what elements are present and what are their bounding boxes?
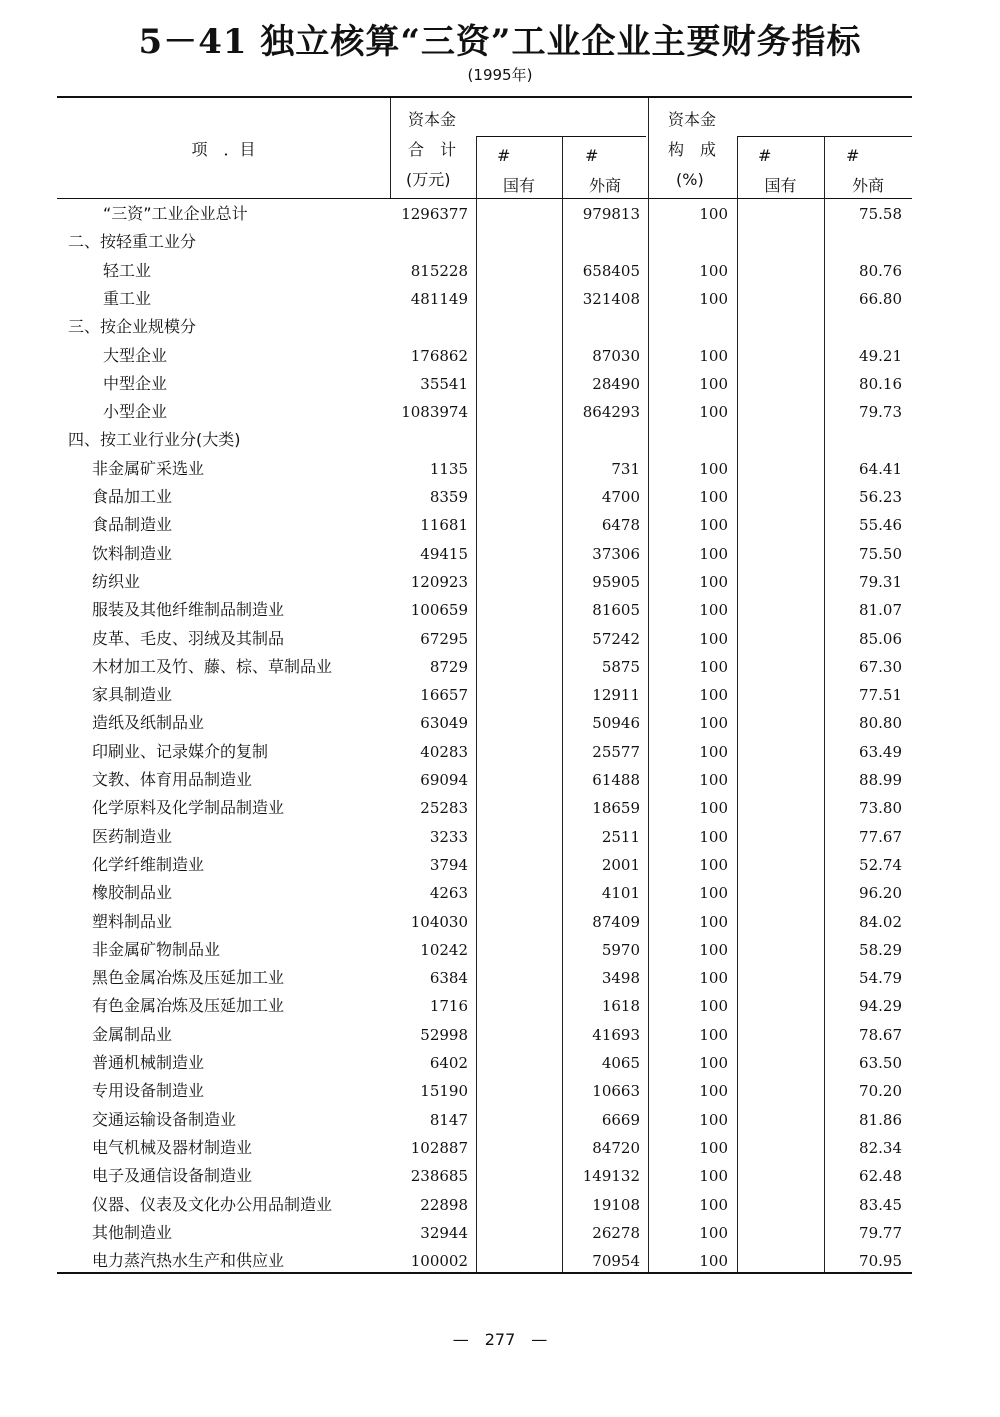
subheader-rule-left xyxy=(476,136,646,137)
table-row xyxy=(0,568,1000,596)
composition-cell: 100 xyxy=(699,1195,728,1214)
table-subtitle: (1995年) xyxy=(467,66,533,84)
row-label: 交通运输设备制造业 xyxy=(92,1109,237,1129)
capital-total-cell: 15190 xyxy=(420,1082,468,1101)
header-foreign-pct: 外商 xyxy=(851,176,884,195)
header-capital-unit: (万元) xyxy=(406,170,451,189)
table-row xyxy=(0,1247,1000,1275)
table-row xyxy=(0,455,1000,483)
capital-total-cell: 22898 xyxy=(420,1195,468,1214)
capital-total-cell: 6384 xyxy=(429,969,468,988)
foreign-pct-cell: 80.76 xyxy=(859,261,902,280)
row-label: 非金属矿物制品业 xyxy=(92,939,221,959)
row-label: 食品加工业 xyxy=(92,487,173,506)
composition-cell: 100 xyxy=(699,374,728,393)
capital-total-cell: 35541 xyxy=(420,374,468,393)
foreign-pct-cell: 77.67 xyxy=(859,827,902,846)
row-label: 电气机械及器材制造业 xyxy=(92,1137,253,1157)
table-row xyxy=(0,625,1000,653)
capital-foreign-cell: 1618 xyxy=(601,997,640,1016)
composition-cell: 100 xyxy=(699,346,728,365)
row-label: 专用设备制造业 xyxy=(92,1081,205,1101)
table-row xyxy=(0,1134,1000,1162)
table-row xyxy=(0,540,1000,568)
foreign-pct-cell: 49.21 xyxy=(859,346,902,365)
capital-total-cell: 102887 xyxy=(410,1138,468,1157)
capital-foreign-cell: 87409 xyxy=(592,912,640,931)
capital-total-cell: 11681 xyxy=(420,516,468,535)
foreign-pct-cell: 75.50 xyxy=(859,544,902,563)
composition-cell: 100 xyxy=(699,940,728,959)
capital-foreign-cell: 864293 xyxy=(582,403,640,422)
capital-total-cell: 481149 xyxy=(410,289,468,308)
composition-cell: 100 xyxy=(699,205,728,223)
row-label: 黑色金属冶炼及压延加工业 xyxy=(92,968,285,988)
composition-cell: 100 xyxy=(699,714,728,733)
capital-total-cell: 6402 xyxy=(429,1054,468,1072)
capital-total-cell: 52998 xyxy=(420,1025,468,1044)
row-label: 橡胶制品业 xyxy=(92,883,173,903)
header-hash-foreign-pct: # xyxy=(846,146,860,165)
foreign-pct-cell: 55.46 xyxy=(859,516,902,535)
row-label: 印刷业、记录媒介的复制 xyxy=(92,741,269,761)
header-capital-group: 资本金 xyxy=(408,110,457,129)
table-row xyxy=(0,511,1000,539)
composition-cell: 100 xyxy=(699,1252,728,1271)
capital-foreign-cell: 3498 xyxy=(601,969,640,988)
capital-foreign-cell: 149132 xyxy=(582,1167,640,1186)
capital-foreign-cell: 12911 xyxy=(592,686,640,705)
composition-cell: 100 xyxy=(699,742,728,761)
table-row xyxy=(0,426,1000,454)
row-label: 饮料制造业 xyxy=(92,543,173,563)
capital-foreign-cell: 2001 xyxy=(601,855,640,874)
top-rule xyxy=(57,96,912,98)
row-label: 大型企业 xyxy=(103,345,168,365)
composition-cell: 100 xyxy=(699,488,728,506)
capital-foreign-cell: 19108 xyxy=(592,1195,640,1214)
foreign-pct-cell: 62.48 xyxy=(859,1167,902,1186)
foreign-pct-cell: 73.80 xyxy=(859,799,902,818)
composition-cell: 100 xyxy=(699,403,728,422)
row-label: 重工业 xyxy=(103,288,152,308)
capital-total-cell: 176862 xyxy=(410,346,468,365)
row-label: 仪器、仪表及文化办公用品制造业 xyxy=(92,1194,333,1214)
row-label: 有色金属冶炼及压延加工业 xyxy=(92,996,285,1016)
foreign-pct-cell: 85.06 xyxy=(859,629,902,648)
foreign-pct-cell: 58.29 xyxy=(859,940,902,959)
capital-total-cell: 16657 xyxy=(420,686,468,705)
capital-foreign-cell: 731 xyxy=(611,459,640,478)
capital-total-cell: 120923 xyxy=(410,572,468,591)
capital-foreign-cell: 95905 xyxy=(592,572,640,591)
composition-cell: 100 xyxy=(699,1082,728,1101)
composition-cell: 100 xyxy=(699,629,728,648)
table-row xyxy=(0,766,1000,794)
table-row xyxy=(0,851,1000,879)
foreign-pct-cell: 80.16 xyxy=(859,374,902,393)
table-row xyxy=(0,398,1000,426)
table-row xyxy=(0,738,1000,766)
capital-total-cell: 8729 xyxy=(429,657,468,676)
table-row xyxy=(0,285,1000,313)
table-row xyxy=(0,483,1000,511)
capital-total-cell: 8359 xyxy=(429,488,468,506)
capital-foreign-cell: 6478 xyxy=(601,516,640,535)
header-item: 项 ．目 xyxy=(191,140,256,159)
capital-total-cell: 49415 xyxy=(420,544,468,563)
row-label: 化学原料及化学制品制造业 xyxy=(92,798,285,818)
capital-total-cell: 104030 xyxy=(410,912,468,931)
table-row xyxy=(0,823,1000,851)
capital-foreign-cell: 2511 xyxy=(601,827,640,846)
composition-cell: 100 xyxy=(699,997,728,1016)
row-label: 服装及其他纤维制品制造业 xyxy=(92,600,285,620)
capital-foreign-cell: 979813 xyxy=(582,205,640,223)
table-row xyxy=(0,200,1000,228)
table-row xyxy=(0,1021,1000,1049)
table-row xyxy=(0,342,1000,370)
foreign-pct-cell: 56.23 xyxy=(859,488,902,506)
table-row xyxy=(0,1106,1000,1134)
capital-foreign-cell: 41693 xyxy=(592,1025,640,1044)
foreign-pct-cell: 80.80 xyxy=(859,714,902,733)
capital-total-cell: 25283 xyxy=(420,799,468,818)
table-title: 5－41 独立核算“三资”工业企业主要财务指标 xyxy=(138,22,862,62)
table-row xyxy=(0,653,1000,681)
table-row xyxy=(0,370,1000,398)
capital-foreign-cell: 87030 xyxy=(592,346,640,365)
foreign-pct-cell: 82.34 xyxy=(859,1138,902,1157)
row-label: 皮革、毛皮、羽绒及其制品 xyxy=(92,628,285,648)
row-label: 木材加工及竹、藤、棕、草制品业 xyxy=(92,656,333,676)
capital-total-cell: 32944 xyxy=(420,1223,468,1242)
foreign-pct-cell: 79.77 xyxy=(859,1223,902,1242)
capital-total-cell: 100659 xyxy=(410,601,468,620)
foreign-pct-cell: 64.41 xyxy=(859,459,902,478)
capital-foreign-cell: 26278 xyxy=(592,1223,640,1242)
row-label: 金属制品业 xyxy=(92,1024,173,1044)
capital-total-cell: 1716 xyxy=(429,997,468,1016)
foreign-pct-cell: 54.79 xyxy=(859,969,902,988)
composition-cell: 100 xyxy=(699,969,728,988)
table-row xyxy=(0,681,1000,709)
table-row xyxy=(0,596,1000,624)
row-label: 其他制造业 xyxy=(92,1222,173,1242)
composition-cell: 100 xyxy=(699,1138,728,1157)
composition-cell: 100 xyxy=(699,1110,728,1129)
foreign-pct-cell: 63.49 xyxy=(859,742,902,761)
row-label: 轻工业 xyxy=(103,260,152,280)
table-row xyxy=(0,1191,1000,1219)
row-label: 中型企业 xyxy=(103,373,168,393)
table-row xyxy=(0,908,1000,936)
row-label: 文教、体育用品制造业 xyxy=(92,770,253,789)
header-hash-state-pct: # xyxy=(758,146,772,165)
foreign-pct-cell: 94.29 xyxy=(859,997,902,1016)
row-label: 化学纤维制造业 xyxy=(92,854,205,874)
capital-total-cell: 815228 xyxy=(410,261,468,280)
table-row xyxy=(0,879,1000,907)
foreign-pct-cell: 83.45 xyxy=(859,1195,902,1214)
table-row xyxy=(0,1049,1000,1077)
row-label: 二、按轻重工业分 xyxy=(68,232,197,252)
col-divider-1 xyxy=(390,98,391,198)
capital-total-cell: 63049 xyxy=(420,714,468,733)
composition-cell: 100 xyxy=(699,572,728,591)
capital-foreign-cell: 61488 xyxy=(592,771,640,789)
foreign-pct-cell: 84.02 xyxy=(859,912,902,931)
row-label: 食品制造业 xyxy=(92,515,173,535)
capital-foreign-cell: 70954 xyxy=(592,1252,640,1271)
capital-foreign-cell: 5875 xyxy=(601,657,640,676)
capital-total-cell: 3233 xyxy=(429,827,468,846)
table-row xyxy=(0,709,1000,737)
foreign-pct-cell: 77.51 xyxy=(859,686,902,705)
header-capital-total: 合 计 xyxy=(408,140,457,159)
table-row xyxy=(0,992,1000,1020)
composition-cell: 100 xyxy=(699,799,728,818)
capital-foreign-cell: 5970 xyxy=(601,940,640,959)
foreign-pct-cell: 70.20 xyxy=(859,1082,902,1101)
foreign-pct-cell: 88.99 xyxy=(859,771,902,789)
table-row xyxy=(0,313,1000,341)
composition-cell: 100 xyxy=(699,827,728,846)
table-row xyxy=(0,1219,1000,1247)
foreign-pct-cell: 78.67 xyxy=(859,1025,902,1044)
capital-total-cell: 1135 xyxy=(429,459,468,478)
foreign-pct-cell: 79.31 xyxy=(859,572,902,591)
capital-total-cell: 100002 xyxy=(410,1252,468,1271)
composition-cell: 100 xyxy=(699,1167,728,1186)
composition-cell: 100 xyxy=(699,884,728,903)
row-label: 非金属矿采选业 xyxy=(92,458,205,478)
foreign-pct-cell: 70.95 xyxy=(859,1252,902,1271)
foreign-pct-cell: 75.58 xyxy=(859,205,902,223)
row-label: 塑料制品业 xyxy=(92,911,173,931)
composition-cell: 100 xyxy=(699,1223,728,1242)
table-row xyxy=(0,257,1000,285)
table-row xyxy=(0,1162,1000,1190)
header-bottom-rule xyxy=(57,198,912,199)
composition-cell: 100 xyxy=(699,601,728,620)
header-hash-state: # xyxy=(497,146,511,165)
composition-cell: 100 xyxy=(699,516,728,535)
row-label: 医药制造业 xyxy=(92,826,173,846)
capital-total-cell: 69094 xyxy=(420,771,468,789)
foreign-pct-cell: 79.73 xyxy=(859,403,902,422)
header-composition-group: 资本金 xyxy=(668,110,717,129)
header-foreign: 外商 xyxy=(588,176,621,195)
page-number: — 277 — xyxy=(452,1330,548,1349)
capital-total-cell: 1296377 xyxy=(401,205,468,223)
composition-cell: 100 xyxy=(699,912,728,931)
composition-cell: 100 xyxy=(699,289,728,308)
composition-cell: 100 xyxy=(699,1025,728,1044)
row-label: 家具制造业 xyxy=(92,685,173,705)
capital-total-cell: 1083974 xyxy=(401,403,468,422)
header-hash-foreign: # xyxy=(585,146,599,165)
row-label: “三资”工业企业总计 xyxy=(103,204,248,223)
capital-foreign-cell: 321408 xyxy=(582,289,640,308)
header-composition-unit: (%) xyxy=(676,170,704,189)
capital-foreign-cell: 18659 xyxy=(592,799,640,818)
header-state-owned: 国有 xyxy=(502,176,535,195)
capital-foreign-cell: 28490 xyxy=(592,374,640,393)
capital-total-cell: 4263 xyxy=(429,884,468,903)
foreign-pct-cell: 81.86 xyxy=(859,1110,902,1129)
table-row xyxy=(0,228,1000,256)
capital-foreign-cell: 6669 xyxy=(601,1110,640,1129)
capital-foreign-cell: 81605 xyxy=(592,601,640,620)
capital-foreign-cell: 25577 xyxy=(592,742,640,761)
table-row xyxy=(0,1077,1000,1105)
capital-total-cell: 67295 xyxy=(420,629,468,648)
row-label: 普通机械制造业 xyxy=(92,1053,205,1072)
foreign-pct-cell: 66.80 xyxy=(859,289,902,308)
table-row xyxy=(0,964,1000,992)
row-label: 三、按企业规模分 xyxy=(68,317,197,337)
composition-cell: 100 xyxy=(699,459,728,478)
capital-foreign-cell: 658405 xyxy=(582,261,640,280)
foreign-pct-cell: 96.20 xyxy=(859,884,902,903)
composition-cell: 100 xyxy=(699,261,728,280)
capital-total-cell: 3794 xyxy=(429,855,468,874)
row-label: 小型企业 xyxy=(103,402,168,422)
composition-cell: 100 xyxy=(699,544,728,563)
header-composition: 构 成 xyxy=(668,140,717,159)
table-row xyxy=(0,936,1000,964)
capital-foreign-cell: 4101 xyxy=(601,884,640,903)
capital-total-cell: 238685 xyxy=(410,1167,468,1186)
composition-cell: 100 xyxy=(699,1054,728,1072)
composition-cell: 100 xyxy=(699,686,728,705)
foreign-pct-cell: 81.07 xyxy=(859,601,902,620)
capital-foreign-cell: 4700 xyxy=(601,488,640,506)
capital-total-cell: 10242 xyxy=(420,940,468,959)
capital-foreign-cell: 37306 xyxy=(592,544,640,563)
capital-foreign-cell: 4065 xyxy=(601,1054,640,1072)
capital-foreign-cell: 50946 xyxy=(592,714,640,733)
row-label: 电子及通信设备制造业 xyxy=(92,1166,253,1186)
header-state-owned-pct: 国有 xyxy=(764,176,797,195)
row-label: 电力蒸汽热水生产和供应业 xyxy=(92,1251,285,1271)
composition-cell: 100 xyxy=(699,771,728,789)
capital-foreign-cell: 84720 xyxy=(592,1138,640,1157)
table-row xyxy=(0,794,1000,822)
capital-total-cell: 40283 xyxy=(420,742,468,761)
foreign-pct-cell: 52.74 xyxy=(859,855,902,874)
capital-total-cell: 8147 xyxy=(429,1110,468,1129)
row-label: 四、按工业行业分(大类) xyxy=(68,430,241,450)
foreign-pct-cell: 67.30 xyxy=(859,657,902,676)
composition-cell: 100 xyxy=(699,657,728,676)
capital-foreign-cell: 10663 xyxy=(592,1082,640,1101)
capital-foreign-cell: 57242 xyxy=(592,629,640,648)
foreign-pct-cell: 63.50 xyxy=(859,1054,902,1072)
row-label: 造纸及纸制品业 xyxy=(92,713,205,733)
composition-cell: 100 xyxy=(699,855,728,874)
row-label: 纺织业 xyxy=(92,571,141,591)
